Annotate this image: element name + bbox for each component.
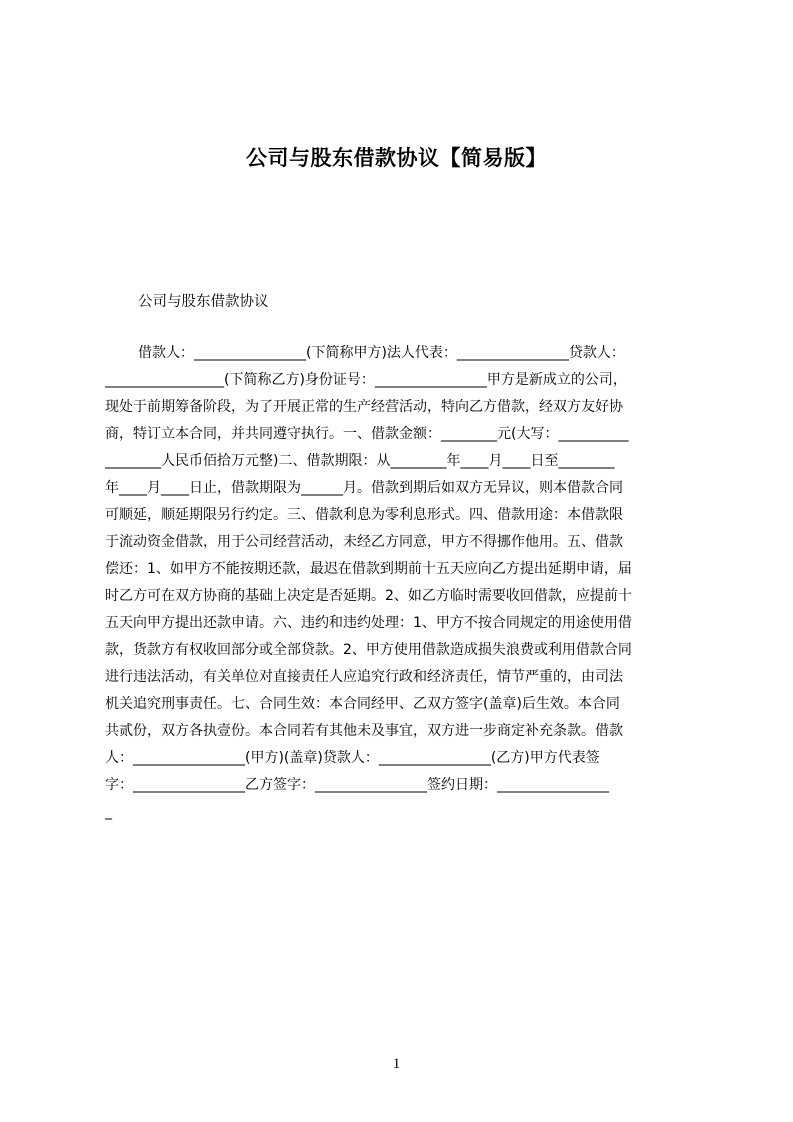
body-line: 字：________________乙方签字：________________签约日期：________________ xyxy=(105,777,609,793)
body-line: 时乙方可在双方协商的基础上决定是否延期。2、如乙方临时需要收回借款，应提前十 xyxy=(105,588,632,604)
body-line: 借款人：________________(下简称甲方)法人代表：________________贷款人： xyxy=(138,345,625,361)
body-line: 人：________________(甲方)(盖章)贷款人：________________(乙方)甲方代表签 xyxy=(105,750,600,766)
body-line: 进行违法活动，有关单位对直接责任人应追究行政和经济责任，情节严重的，由司法 xyxy=(105,669,623,685)
body-line: 商，特订立本合同，并共同遵守执行。一、借款金额：________元(大写：__________ xyxy=(105,426,629,442)
body-line: 五天向甲方提出还款申请。六、违约和违约处理：1、甲方不按合同规定的用途使用借 xyxy=(105,615,632,631)
body-line: _________________(下简称乙方)身份证号：________________甲方是新成立的公司， xyxy=(105,372,627,388)
body-line: 于流动资金借款，用于公司经营活动，未经乙方同意，甲方不得挪作他用。五、借款 xyxy=(105,534,623,550)
document-title: 公司与股东借款协议【简易版】 xyxy=(246,146,547,170)
body-line: 年____月____日止，借款期限为______月。借款到期后如双方无异议，则本借款合同 xyxy=(105,480,623,496)
body-line: 共贰份，双方各执壹份。本合同若有其他未及事宜，双方进一步商定补充条款。借款 xyxy=(105,723,623,739)
body-line: 机关追究刑事责任。七、合同生效：本合同经甲、乙双方签字(盖章)后生效。本合同 xyxy=(105,696,620,712)
body-line: 可顺延，顺延期限另行约定。三、借款利息为零利息形式。四、借款用途：本借款限 xyxy=(105,507,623,523)
contract-body xyxy=(105,340,698,820)
page-number: 1 xyxy=(392,1056,401,1072)
body-line: ________人民币佰拾万元整)二、借款期限：从________年____月____日至________ xyxy=(105,453,615,469)
body-line: _ xyxy=(105,804,112,820)
body-line: 现处于前期筹备阶段，为了开展正常的生产经营活动，特向乙方借款，经双方友好协 xyxy=(105,399,623,415)
body-line: 偿还：1、如甲方不能按期还款，最迟在借款到期前十五天应向乙方提出延期申请，届 xyxy=(105,561,632,577)
body-line: 款，货款方有权收回部分或全部贷款。2、甲方使用借款造成损失浪费或利用借款合同 xyxy=(105,642,632,658)
document-subheading: 公司与股东借款协议 xyxy=(138,294,269,310)
